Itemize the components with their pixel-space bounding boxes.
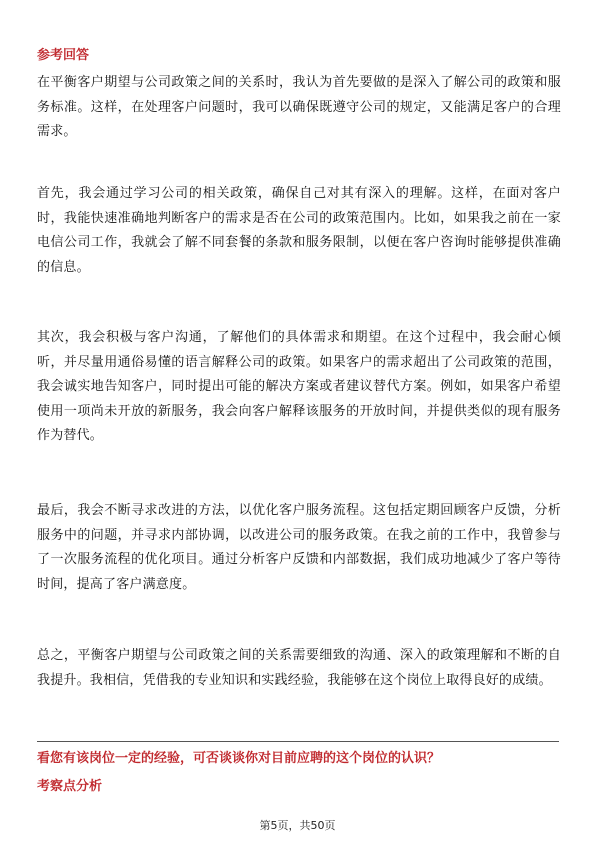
answer-paragraph-2: 首先，我会通过学习公司的相关政策，确保自己对其有深入的理解。这样，在面对客户时，我能快速准确地判断客户的需求是否在公司的政策范围内。比如，如果我之前在一家电信公司工作，我就会了解不同套餐的条款和服务限制，以便在客户咨询时能够提供准确的信息。 xyxy=(37,186,561,275)
answer-paragraph-5: 总之，平衡客户期望与公司政策之间的关系需要细致的沟通、深入的政策理解和不断的自我提升。我相信，凭借我的专业知识和实践经验，我能够在这个岗位上取得良好的成绩。 xyxy=(37,648,561,688)
page-footer: 第5页，共50页 xyxy=(259,819,336,832)
answer-paragraph-4: 最后，我会不断寻求改进的方法，以优化客户服务流程。这包括定期回顾客户反馈，分析服务中的问题，并寻求内部协调，以改进公司的服务政策。在我之前的工作中，我曾参与了一次服务流程的优化项目。通过分析客户反馈和内部数据，我们成功地减少了客户等待时间，提高了客户满意度。 xyxy=(37,503,561,592)
next-question: 看您有该岗位一定的经验，可否谈谈你对目前应聘的这个岗位的认识？ xyxy=(37,751,441,766)
analysis-heading: 考察点分析 xyxy=(37,779,103,794)
answer-paragraph-1: 在平衡客户期望与公司政策之间的关系时，我认为首先要做的是深入了解公司的政策和服务标准。这样，在处理客户问题时，我可以确保既遵守公司的规定，又能满足客户的合理需求。 xyxy=(37,75,561,139)
answer-paragraph-3: 其次，我会积极与客户沟通，了解他们的具体需求和期望。在这个过程中，我会耐心倾听，并尽量用通俗易懂的语言解释公司的政策。如果客户的需求超出了公司政策的范围，我会诚实地告知客户，同时提出可能的解决方案或者建议替代方案。例如，如果客户希望使用一项尚未开放的新服务，我会向客户解释该服务的开放时间，并提供类似的现有服务作为替代。 xyxy=(37,330,561,443)
section-divider xyxy=(37,741,559,742)
answer-heading: 参考回答 xyxy=(37,48,90,63)
